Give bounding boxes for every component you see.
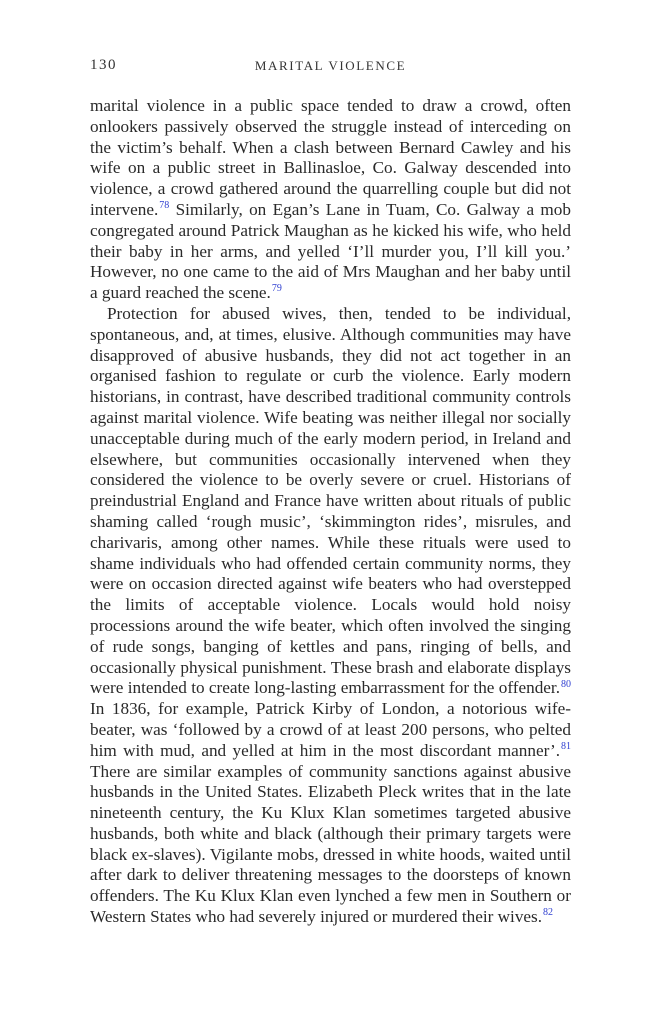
running-title: MARITAL VIOLENCE [254, 58, 407, 73]
body-text [90, 96, 571, 928]
footnote-ref-79[interactable]: 79 [271, 283, 282, 295]
footnote-ref-82[interactable]: 82 [543, 907, 554, 919]
paragraph-2-text-c: There are similar examples of community sanctions against abusive husbands in the United States. Elizabeth Pleck writes that in the late nineteenth century, the Ku Klux Klan sometimes targeted abusive husbands, both white and black (although their primary targets were black ex-slaves). Vigilante mobs, dressed in white hoods, waited until after dark to deliver threatening messages to the doorsteps of known offenders. The Ku Klux Klan even lynched a few men in Southern or Western States who had severely injured or murdered their wives. [90, 761, 571, 927]
footnote-ref-80[interactable]: 80 [561, 678, 571, 690]
running-head [90, 57, 571, 77]
footnote-ref-81[interactable]: 81 [561, 740, 571, 752]
paragraph-2-text-b: In 1836, for example, Patrick Kirby of London, a notorious wife-beater, was ‘followed by a crowd of at least 200 persons, who pelted him with mud, and yelled at him in the most discordant manner’. [90, 699, 571, 760]
footnote-ref-78[interactable]: 78 [159, 200, 170, 212]
page-number: 130 [90, 57, 117, 73]
paragraph-2-text-a: Protection for abused wives, then, tended to be individual, spontaneous, and, at times, elusive. Although communities may have disapproved of abusive husbands, they did not act together in an organised fashion to regulate or curb the violence. Early modern historians, in contrast, have described traditional community controls against marital violence. Wife beating was neither illegal nor socially unacceptable during much of the early modern period, in Ireland and elsewhere, but communities occasionally intervened when they considered the violence to be overly severe or cruel. Historians of preindustrial England and France have written about rituals of public shaming called ‘rough music’, ‘skimmington rides’, misrules, and charivaris, among other names. While these rituals were used to shame individuals who had offended certain community norms, they were on occasion directed against wife beaters who had overstepped the limits of acceptable violence. Locals would hold noisy processions around the wife beater, which often involved the singing of rude songs, banging of kettles and pans, ringing of bells, and occasionally physical punishment. These brash and elaborate displays were intended to create long-lasting embarrassment for the offender. [90, 303, 571, 698]
paragraph-1-text-b: Similarly, on Egan’s Lane in Tuam, Co. Galway a mob congregated around Patrick Maughan as he kicked his wife, who held their baby in her arms, and yelled ‘I’ll murder you, I’ll kill you.’ However, no one came to the aid of Mrs Maughan and her baby until a guard reached the scene. [90, 199, 571, 303]
paragraph-1-text-a: marital violence in a public space tended to draw a crowd, often onlookers passively observed the struggle instead of interceding on the victim’s behalf. When a clash between Bernard Cawley and his wife on a public street in Ballinasloe, Co. Galway descended into violence, a crowd gathered around the quarrelling couple but did not intervene. [90, 96, 571, 219]
paragraph-2 [90, 304, 571, 928]
paragraph-1 [90, 96, 571, 304]
